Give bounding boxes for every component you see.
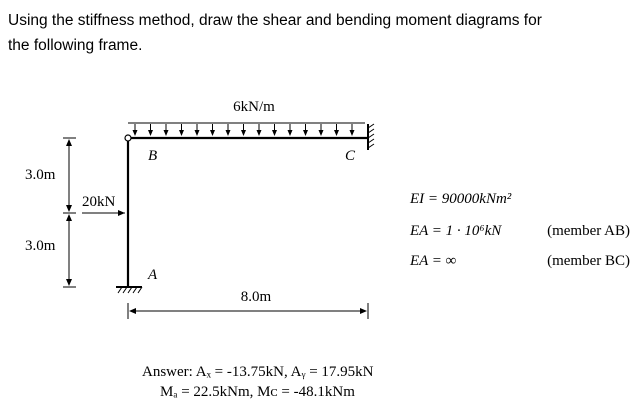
node-b-label: B	[148, 148, 158, 164]
load-arrow-icon	[195, 130, 200, 136]
answer-line-1: Answer: Aₓ = -13.75kN, Aᵧ = 17.95kN	[142, 364, 374, 380]
ea-ab-property: EA = 1 · 10⁶kN	[410, 223, 502, 239]
hinge-b-icon	[125, 135, 131, 141]
ei-property: EI = 90000kNm²	[410, 191, 512, 207]
load-arrow-icon	[133, 130, 138, 136]
fixed-support-c-icon	[368, 124, 374, 150]
ea-ab-member: (member AB)	[547, 223, 630, 239]
ea-bc-member: (member BC)	[547, 253, 630, 269]
load-arrow-icon	[319, 130, 324, 136]
load-arrow-icon	[226, 130, 231, 136]
load-arrow-icon	[164, 130, 169, 136]
distributed-load-label: 6kN/m	[233, 99, 275, 115]
distributed-load-arrows	[128, 123, 365, 136]
fixed-support-a-icon	[116, 287, 142, 293]
ea-bc-property: EA = ∞	[410, 253, 457, 269]
load-arrow-icon	[350, 130, 355, 136]
load-arrow-icon	[179, 130, 184, 136]
height-lower-label: 3.0m	[25, 238, 56, 254]
answer-line-2: Mₐ = 22.5kNm, Mᴄ = -48.1kNm	[160, 384, 355, 400]
load-arrow-icon	[241, 130, 246, 136]
node-a-label: A	[148, 267, 158, 283]
load-arrow-icon	[303, 130, 308, 136]
load-arrow-icon	[210, 130, 215, 136]
question-line-1: Using the stiffness method, draw the shear and bending moment diagrams for	[8, 12, 542, 29]
point-load-label: 20kN	[82, 194, 116, 210]
load-arrow-icon	[288, 130, 293, 136]
span-label: 8.0m	[240, 289, 272, 305]
height-upper-label: 3.0m	[25, 167, 56, 183]
vertical-dimension	[63, 138, 76, 287]
question-line-2: the following frame.	[8, 37, 143, 54]
node-c-label: C	[345, 148, 356, 164]
horizontal-dimension	[128, 303, 368, 319]
load-arrow-icon	[334, 130, 339, 136]
load-arrow-icon	[148, 130, 153, 136]
load-arrow-icon	[272, 130, 277, 136]
load-arrow-icon	[257, 130, 262, 136]
